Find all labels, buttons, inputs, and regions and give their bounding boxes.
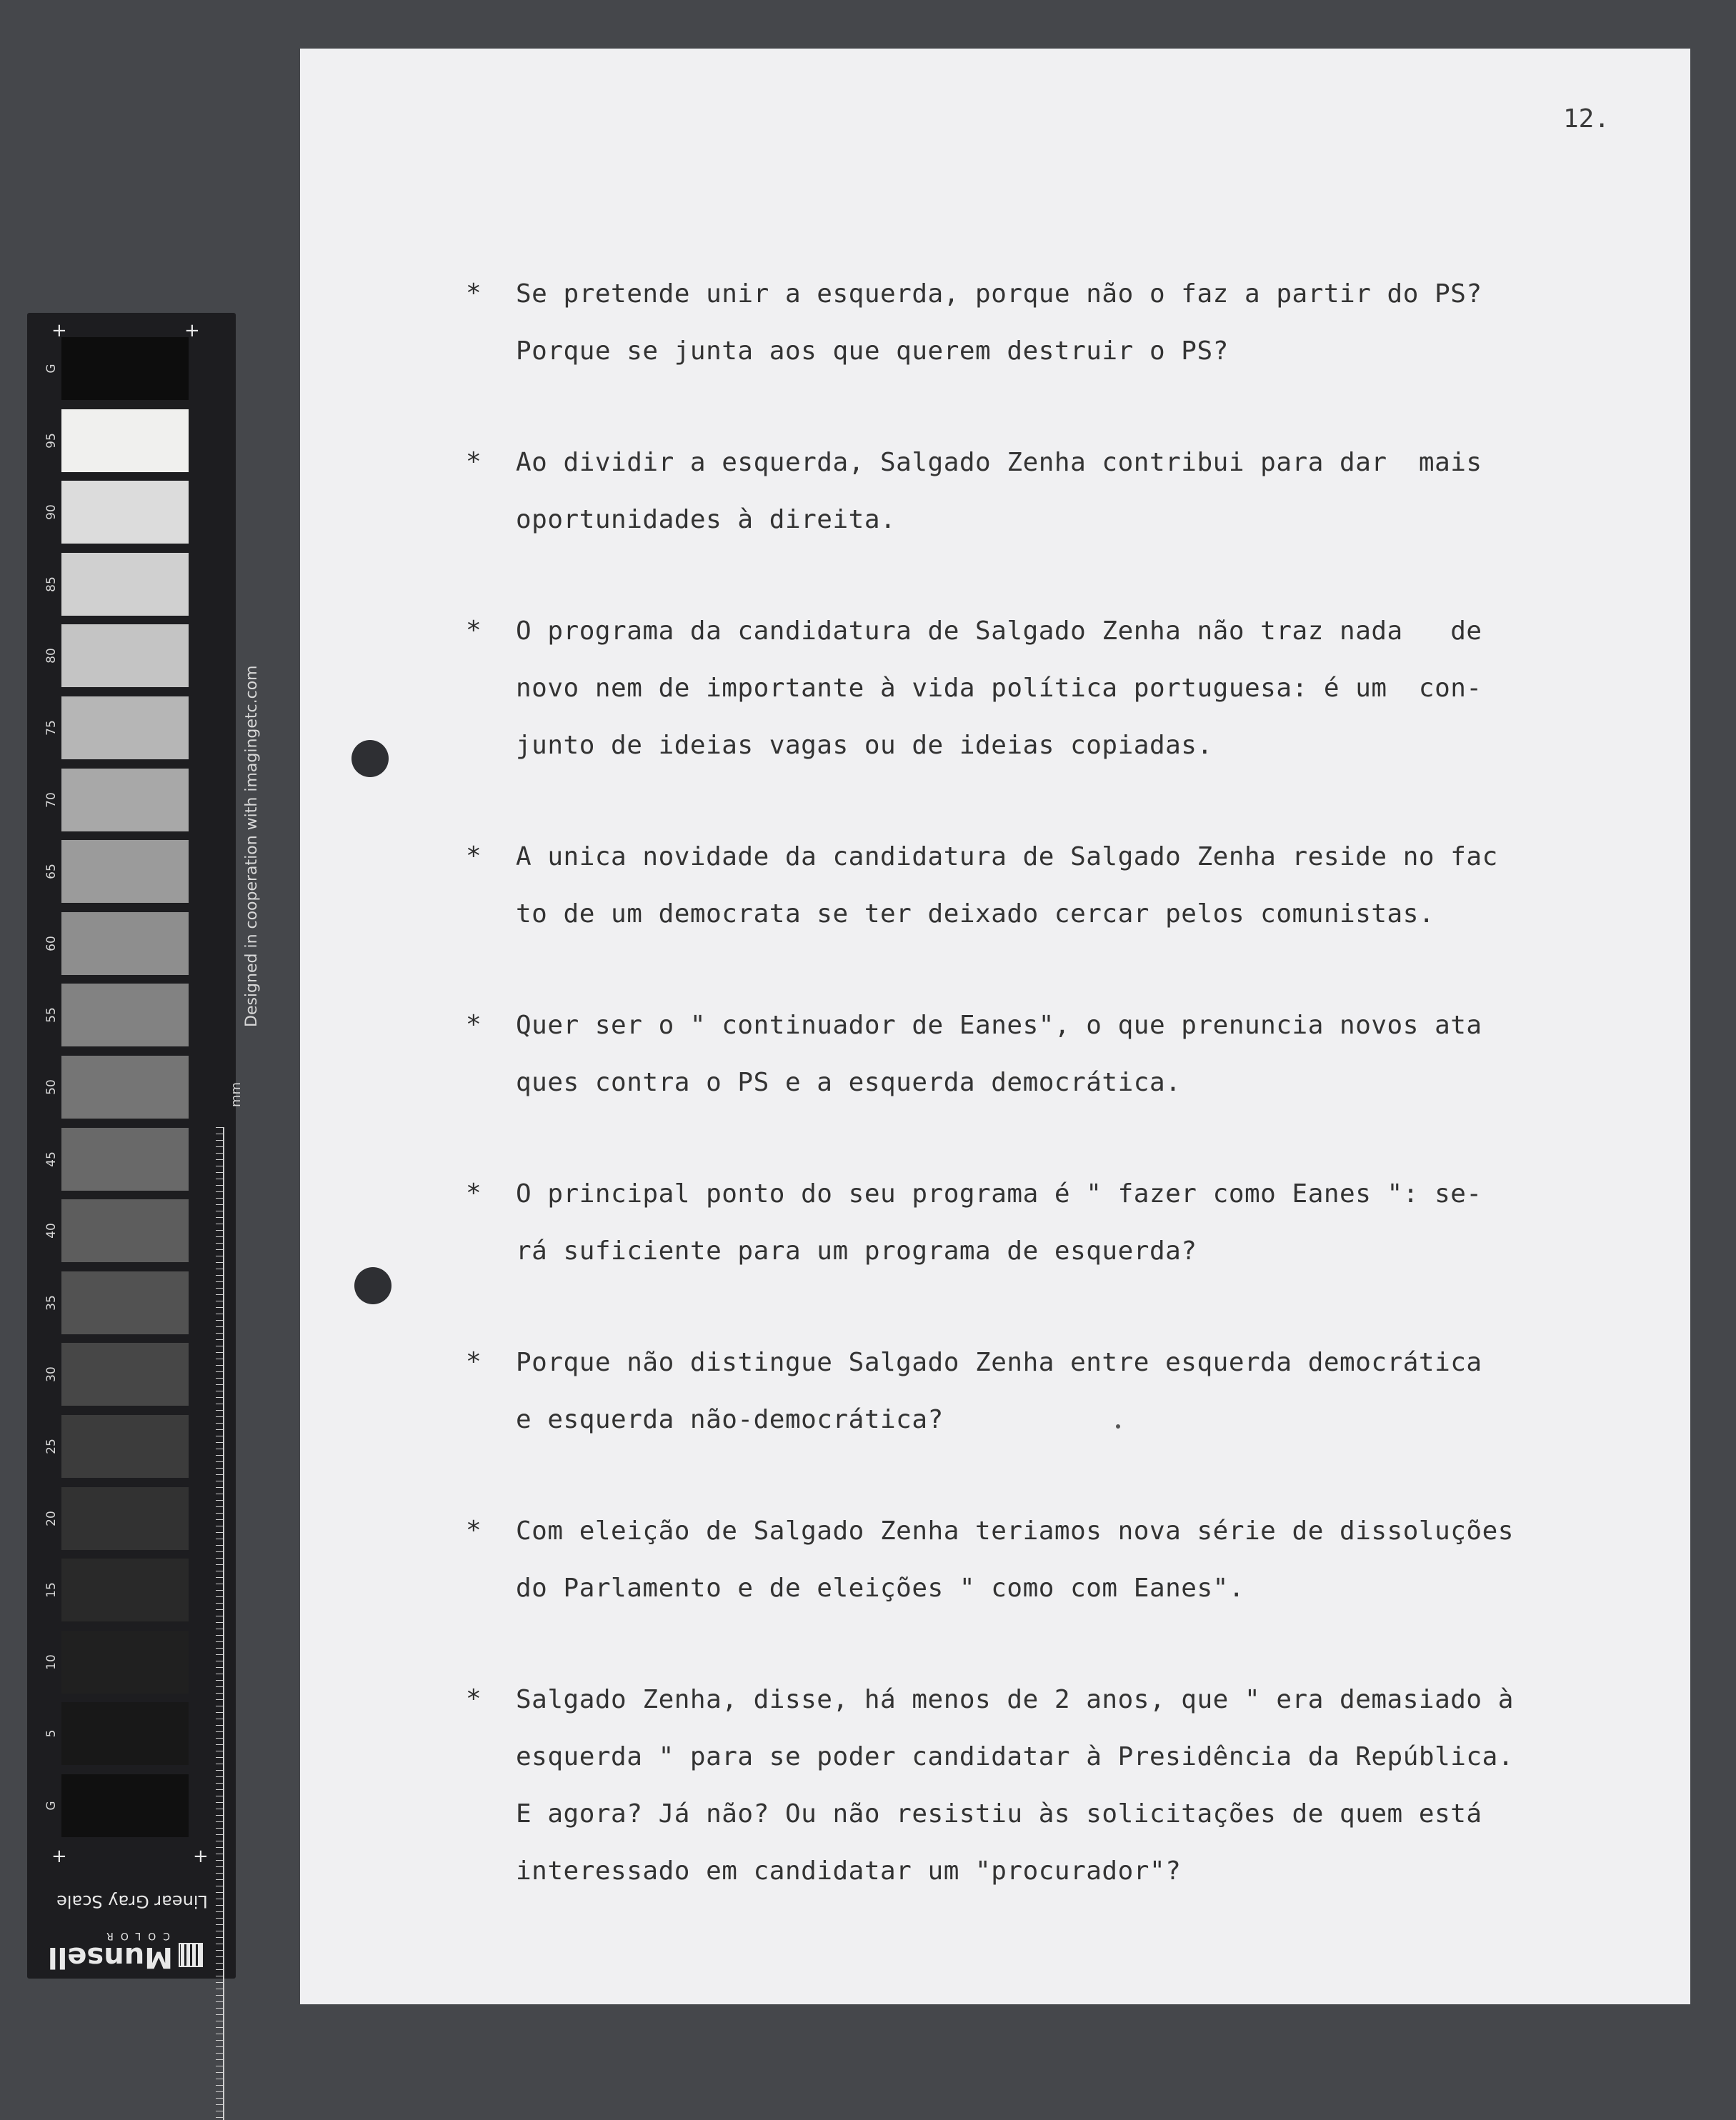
document-page [300, 49, 1690, 2004]
text-line: junto de ideias vagas ou de ideias copiadas. [516, 731, 1213, 760]
text-line: Porque não distingue Salgado Zenha entre esquerda democrática [516, 1348, 1482, 1377]
registration-mark: + [184, 320, 200, 341]
gray-step-label: 80 [44, 648, 59, 664]
gray-step-label: 60 [44, 936, 59, 951]
gray-step-label: 95 [44, 433, 59, 449]
text-line: interessado em candidatar um "procurador"? [516, 1856, 1182, 1886]
gray-patch [61, 1487, 189, 1550]
text-line: Quer ser o " continuador de Eanes", o que prenuncia novos ata [516, 1011, 1482, 1040]
gray-patch [61, 984, 189, 1046]
gray-patch [61, 1631, 189, 1694]
text-line: e esquerda não-democrática? [516, 1405, 944, 1434]
text-line: O principal ponto do seu programa é " fazer como Eanes ": se- [516, 1179, 1482, 1209]
gray-patch [61, 1702, 189, 1765]
punch-hole [351, 740, 389, 777]
gray-step-label: 45 [44, 1151, 59, 1167]
registration-mark: + [51, 320, 67, 341]
text-line: novo nem de importante à vida política portuguesa: é um con- [516, 674, 1482, 703]
bullet-marker: * [466, 1347, 482, 1376]
gray-patch [61, 912, 189, 975]
gray-step-label: 40 [44, 1223, 59, 1239]
gray-patch [61, 1199, 189, 1262]
gray-patch [61, 337, 189, 400]
ruler-unit: mm [229, 1081, 244, 1107]
gray-scale-card [27, 313, 261, 1979]
ink-speck [1116, 1424, 1120, 1429]
gray-step-label: 90 [44, 504, 59, 520]
gray-patch [61, 1774, 189, 1837]
gray-patch [61, 1343, 189, 1406]
gray-step-label: 35 [44, 1295, 59, 1311]
gray-step-label: G [44, 1801, 59, 1811]
gray-patch [61, 624, 189, 687]
bullet-marker: * [466, 279, 482, 308]
registration-mark: + [51, 1846, 67, 1867]
bullet-marker: * [466, 1010, 482, 1039]
bullet-marker: * [466, 1516, 482, 1545]
gray-patch [61, 1415, 189, 1478]
gray-step-label: 10 [44, 1654, 59, 1670]
text-line: E agora? Já não? Ou não resistiu às solicitações de quem está [516, 1799, 1482, 1829]
page-number: 12. [1563, 104, 1610, 134]
gray-patch [61, 481, 189, 544]
bullet-marker: * [466, 1684, 482, 1714]
munsell-grid-icon [179, 1943, 203, 1967]
gray-step-label: 85 [44, 576, 59, 592]
gray-patch [61, 840, 189, 903]
text-line: ques contra o PS e a esquerda democrática. [516, 1068, 1182, 1097]
munsell-logo [47, 1929, 203, 1974]
text-line: A unica novidade da candidatura de Salgado Zenha reside no fac [516, 842, 1498, 871]
gray-patch [61, 553, 189, 616]
gray-step-label: 20 [44, 1511, 59, 1526]
text-line: Ao dividir a esquerda, Salgado Zenha contribui para dar mais [516, 448, 1482, 477]
brand-name: Munsell [47, 1941, 173, 1974]
text-line: Com eleição de Salgado Zenha teriamos nova série de dissoluções [516, 1516, 1514, 1546]
text-line: O programa da candidatura de Salgado Zenha não traz nada de [516, 616, 1482, 646]
gray-patch [61, 1559, 189, 1621]
text-line: Se pretende unir a esquerda, porque não o faz a partir do PS? [516, 279, 1482, 309]
bullet-marker: * [466, 1179, 482, 1208]
gray-step-label: 25 [44, 1439, 59, 1454]
scale-credit: Designed in cooperation with imagingetc.com [243, 665, 261, 1027]
text-line: Porque se junta aos que querem destruir o PS? [516, 336, 1229, 366]
gray-step-label: 50 [44, 1079, 59, 1095]
registration-mark: + [193, 1846, 209, 1867]
gray-step-label: 30 [44, 1366, 59, 1382]
punch-hole [354, 1267, 391, 1304]
gray-step-label: G [44, 364, 59, 374]
gray-patch [61, 1128, 189, 1191]
text-line: rá suficiente para um programa de esquerda? [516, 1236, 1197, 1266]
gray-step-label: 55 [44, 1007, 59, 1023]
bullet-marker: * [466, 841, 482, 871]
text-line: to de um democrata se ter deixado cercar pelos comunistas. [516, 899, 1435, 929]
gray-patch [61, 769, 189, 831]
gray-step-label: 75 [44, 720, 59, 736]
gray-step-label: 65 [44, 864, 59, 879]
brand-sub: COLOR [99, 1930, 170, 1941]
mm-ruler [216, 1127, 224, 2120]
bullet-marker: * [466, 616, 482, 645]
bullet-marker: * [466, 447, 482, 476]
gray-patch [61, 1056, 189, 1119]
text-line: do Parlamento e de eleições " como com Eanes". [516, 1574, 1244, 1603]
text-line: oportunidades à direita. [516, 505, 897, 534]
gray-step-label: 70 [44, 792, 59, 808]
gray-step-label: 15 [44, 1582, 59, 1598]
gray-patch [61, 696, 189, 759]
gray-patch [61, 1271, 189, 1334]
gray-step-label: 5 [44, 1729, 59, 1738]
gray-patch [61, 409, 189, 472]
text-line: esquerda " para se poder candidatar à Presidência da República. [516, 1742, 1514, 1771]
text-line: Salgado Zenha, disse, há menos de 2 anos, que " era demasiado à [516, 1685, 1514, 1714]
scale-title: Linear Gray Scale [56, 1891, 208, 1911]
